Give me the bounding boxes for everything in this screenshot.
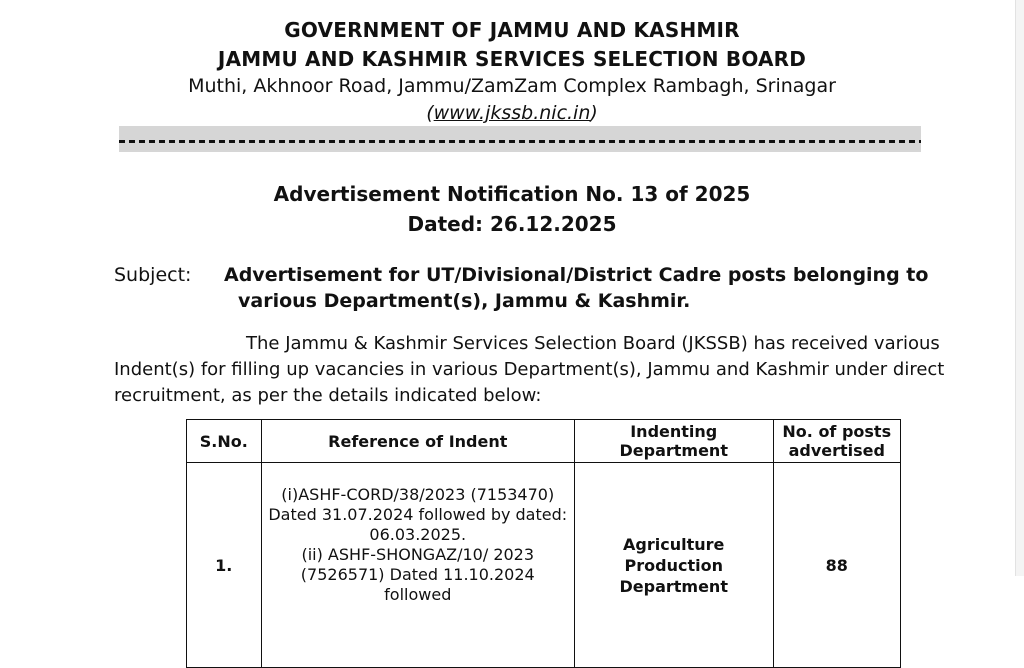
subject-block	[114, 262, 934, 312]
paragraph-line-3: recruitment, as per the details indicated below:	[114, 385, 542, 406]
department-line: Production	[624, 555, 723, 575]
header-divider-band	[119, 126, 921, 152]
paragraph-line-2: Indent(s) for filling up vacancies in various Department(s), Jammu and Kashmir under direct	[114, 359, 945, 380]
notification-date: Dated: 26.12.2025	[407, 212, 617, 236]
paragraph-line-1: The Jammu & Kashmir Services Selection Board (JKSSB) has received various	[246, 333, 940, 354]
subject-line-2: various Department(s), Jammu & Kashmir.	[238, 290, 691, 312]
header-reference: Reference of Indent	[261, 420, 574, 463]
table-header-row	[187, 420, 901, 463]
cell-reference	[261, 463, 574, 668]
reference-line: (i)ASHF-CORD/38/2023 (7153470)	[281, 485, 555, 504]
reference-line: (7526571) Dated 11.10.2024 followed	[300, 565, 535, 604]
website-close-paren: )	[590, 102, 598, 124]
department-line: Agriculture	[623, 534, 725, 554]
header-posts-line-1: No. of posts	[782, 422, 892, 441]
department-line: Department	[619, 576, 728, 596]
header-department-line-2: Department	[619, 441, 728, 460]
header-divider-dashes	[119, 140, 921, 143]
board-heading: JAMMU AND KASHMIR SERVICES SELECTION BOARD	[217, 47, 807, 71]
board-address: Muthi, Akhnoor Road, Jammu/ZamZam Complex Rambagh, Srinagar	[188, 75, 836, 97]
reference-line: (ii) ASHF-SHONGAZ/10/ 2023	[301, 545, 535, 564]
cell-department	[574, 463, 773, 668]
reference-line: Dated 31.07.2024 followed by dated:	[268, 505, 568, 524]
intro-paragraph	[114, 331, 945, 409]
notification-title: Advertisement Notification No. 13 of 2025	[273, 182, 751, 206]
table-row	[187, 463, 901, 668]
cell-sno: 1.	[187, 463, 262, 668]
header-posts-line-2: advertised	[788, 441, 885, 460]
header-posts	[773, 420, 900, 463]
reference-line: 06.03.2025.	[369, 525, 467, 544]
header-department-line-1: Indenting	[630, 422, 718, 441]
cell-posts: 88	[773, 463, 900, 668]
website-link[interactable]: www.jkssb.nic.in	[433, 102, 591, 124]
indent-table	[186, 419, 901, 668]
subject-label: Subject:	[114, 264, 192, 286]
header-sno: S.No.	[187, 420, 262, 463]
website-line	[0, 102, 1024, 124]
header-department	[574, 420, 773, 463]
website-open-paren: (	[426, 102, 434, 124]
subject-line-1: Advertisement for UT/Divisional/District Cadre posts belonging to	[224, 264, 929, 286]
government-heading: GOVERNMENT OF JAMMU AND KASHMIR	[284, 18, 740, 42]
